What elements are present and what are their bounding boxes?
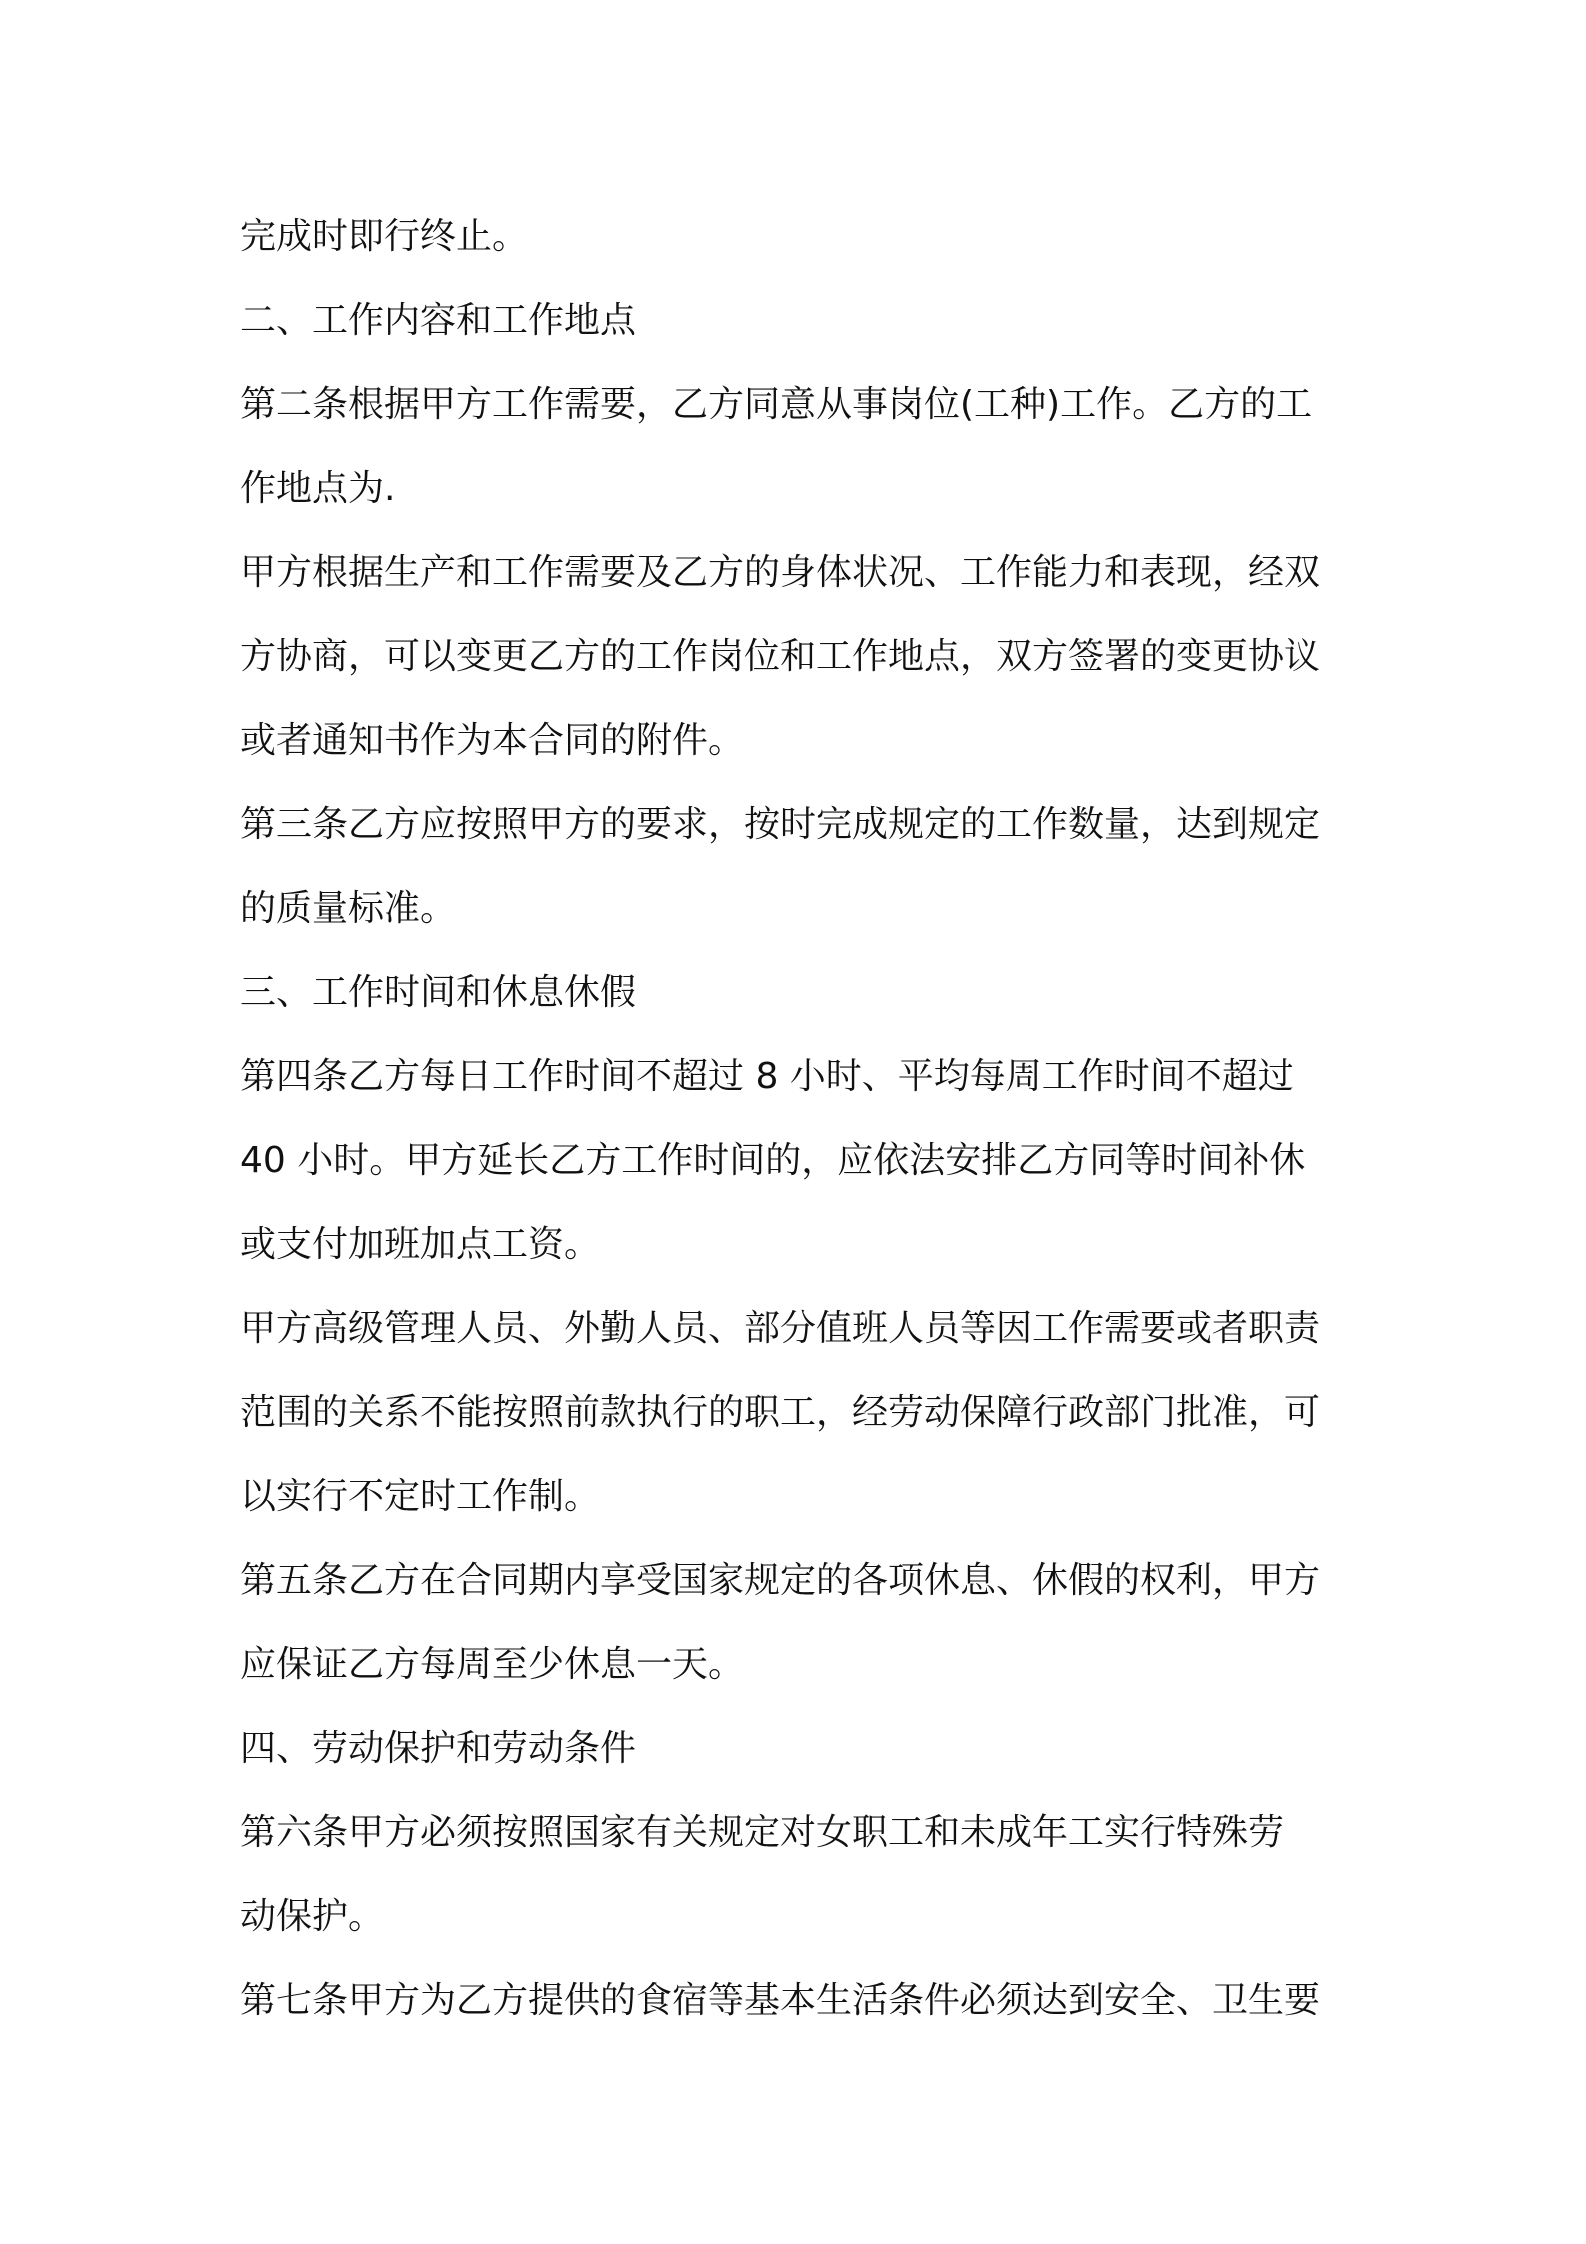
section-heading: 四、劳动保护和劳动条件 xyxy=(240,1728,637,1769)
text-line: 动保护。 xyxy=(240,1896,385,1937)
text-line: 第四条乙方每日工作时间不超过 8 小时、平均每周工作时间不超过 xyxy=(240,1056,1294,1097)
text-line: 或支付加班加点工资。 xyxy=(240,1224,601,1265)
text-line: 方协商，可以变更乙方的工作岗位和工作地点，双方签署的变更协议 xyxy=(240,636,1321,677)
text-line: 范围的关系不能按照前款执行的职工，经劳动保障行政部门批准，可 xyxy=(240,1392,1321,1433)
text-line: 第七条甲方为乙方提供的食宿等基本生活条件必须达到安全、卫生要 xyxy=(240,1980,1321,2021)
text-line: 第五条乙方在合同期内享受国家规定的各项休息、休假的权利，甲方 xyxy=(240,1560,1321,1601)
text-line: 的质量标准。 xyxy=(240,888,457,929)
text-line: 以实行不定时工作制。 xyxy=(240,1476,601,1517)
text-line: 甲方根据生产和工作需要及乙方的身体状况、工作能力和表现，经双 xyxy=(240,552,1321,593)
text-line: 或者通知书作为本合同的附件。 xyxy=(240,720,745,761)
text-line: 第三条乙方应按照甲方的要求，按时完成规定的工作数量，达到规定 xyxy=(240,804,1321,845)
text-line: 第二条根据甲方工作需要，乙方同意从事岗位(工种)工作。乙方的工 xyxy=(240,384,1313,425)
text-line: 第六条甲方必须按照国家有关规定对女职工和未成年工实行特殊劳 xyxy=(240,1812,1285,1853)
section-heading: 三、工作时间和休息休假 xyxy=(240,972,637,1013)
document-page xyxy=(240,195,1360,2043)
section-heading: 二、工作内容和工作地点 xyxy=(240,300,637,341)
text-line: 甲方高级管理人员、外勤人员、部分值班人员等因工作需要或者职责 xyxy=(240,1308,1321,1349)
text-line: 完成时即行终止。 xyxy=(240,216,529,257)
text-line: 40 小时。甲方延长乙方工作时间的，应依法安排乙方同等时间补休 xyxy=(240,1140,1306,1181)
text-line: 作地点为. xyxy=(240,468,396,509)
text-line: 应保证乙方每周至少休息一天。 xyxy=(240,1644,745,1685)
